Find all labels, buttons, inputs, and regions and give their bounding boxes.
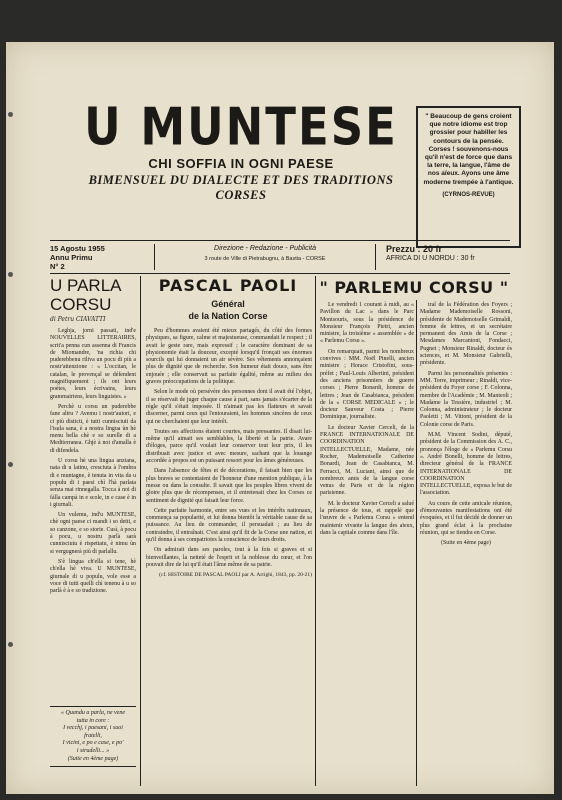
article1-paragraph: S'è lingua ch'ella si tene, hè ch'ella hè viva. U MUNTESE, giurnale di u populu, vole esse a voce di tutti quelli chì tenenu à u so parlà è à e so tradizione. xyxy=(50,558,136,595)
article1-paragraph: U corsu hè una lingua anziana, nata di u latinu, cresciuta à l'ombra di e muntagne, è tenuta in vita da u populu di i paesi chì l'hà parlata senza mai rinnegalla. Tocca à noi di fàlla campà in e scole, in e case è in i giurnali. xyxy=(50,458,136,508)
article2-body xyxy=(146,328,312,580)
article1-paragraph: Perchè u corsu un puderebbe fane altru ? Avemu i nostr'autori, e ci più disticti, è tutti cunnisciuti da l'isula sana, è a nostra lingua ùn hè menu bella chè e so surelle di a Mediterranea. Ghjè à noi d'amalla è di difendela. xyxy=(50,403,136,454)
article1-title: U PARLA CORSU xyxy=(50,276,121,314)
poem-line: fratelli, xyxy=(84,732,102,739)
newspaper-title: U MUNTESE xyxy=(84,95,398,157)
poem-box xyxy=(50,706,136,767)
article2-citation: (cf. HISTOIRE DE PASCAL PAOLI par A. Arrighi, 1843, pp. 20-21) xyxy=(159,572,312,579)
article3-body xyxy=(320,302,414,540)
binding-hole xyxy=(8,272,13,277)
quote-box xyxy=(416,106,521,248)
article2-paragraph: Peu d'hommes avaient été mieux partagés, du côté des formes physiques, sa figure, calme et majestueuse, commandait le respect ; il avait le geste rare, mais expressif ; le caractère dominant de sa physionomie était la douceur, excepté lorsqu'il fronçait ses énormes sourcils qui lui donnaient un air sévère. Ses vêtements annonçaient plus de dignité que de recherche. Son humeur était douce, sans être enjouée ; elle conservait sa parfaite égalité, même au milieu des graves préoccupations de la politique. xyxy=(146,328,312,386)
article3-paragraph: Le docteur Xavier Cerceli, de la FRANCE INTERNATIONALE DE COORDINATION INTELLECTUELLE, Madame, née Rocher, Mademoiselle Catherine Bonardi, Jean de Casabianca, M. Ferracci, M. Luciani, ainsi que de nombreux amis de la langue corse venus de Paris et de la région parisienne. xyxy=(320,424,414,497)
column-divider xyxy=(416,300,417,786)
price-africa: AFRICA DI U NORDU : 30 fr xyxy=(386,255,475,262)
quote-text: " Beaucoup de gens croient que notre idiome est trop grossier pour habiller les contours de la pensée. Corses ! souvenons-nous qu'il n'est de force que dans la terre, la langue, l'âme de nos aïeux. Ayons une âme moderne trempée à l'antique. xyxy=(423,113,514,186)
column-divider xyxy=(140,276,141,786)
poem-continued: (Suite en 4ème page) xyxy=(67,755,119,762)
article2-paragraph: Selon le mode où persévère des personnes dont il avait été l'objet, il se réservait de juger chaque cause à part, sans jamais s'écarter de la règle qu'il s'était imposée. Il n'aimait pas les flatteurs et savait discerner, parmi ceux qui l'entouraient, les hommes sincères de ceux qui ne cherchaient que leur intérêt. xyxy=(146,389,312,425)
article1-body xyxy=(50,328,136,598)
poem-line: « Quandu a parla, ne vene xyxy=(61,710,125,716)
article2-title: PASCAL PAOLI xyxy=(158,276,298,295)
article1-byline: di Petru CIAVATTI xyxy=(50,316,106,323)
article2-subtitle-line: Général xyxy=(211,299,245,309)
poem-line: i strudelli... » xyxy=(76,747,110,754)
issue-date: 15 Agostu 1955 xyxy=(50,244,105,253)
article1-paragraph: Un vulemu, ind'u MUNTESE, chè ogni paese ci mandi i so detti, e so canzone, e so storie. Cusì, à pocu à pocu, u nostru parlà sarà cunnisciutu è rispettatu, è nimu ùn si vergugnerà più di parlallu. xyxy=(50,512,136,555)
binding-hole xyxy=(8,462,13,467)
article1-paragraph: Leghja, jorni passati, ind'e NOUVELLES LITTERAIRES, scrit'a penna cun assenna di Francis de Miomandre, 'na richia chi puderebbenu riliva un pocu di più a nostr'attenzione : « L'occitan, le catalan, le provençal se défendent magnifiquement ; ils ont leurs poètes, leurs écrivains, leurs grammairiens, leurs linguistes. » xyxy=(50,328,136,400)
article3-paragraph: M. le docteur Xavier Cerceli a salué la présence de tous, et rappelé que l'œuvre de « Parlemu Corsu » entend maintenir vivante la langue des aïeux, dans la capitale comme dans l'île. xyxy=(320,500,414,536)
article3-continued: (Suite en 4ème page) xyxy=(441,540,491,547)
article3-paragraph: Parmi les personnalités présentes : MM. Torre, imprimeur ; Rinaldi, vice-président du Foyer corse ; F. Colonna, membre de l'Académie ; M. Manteoli ; Madame la Tessière, industriel ; M. Colonna, administrateur ; le docteur Paoletti ; M. Vittoni, président de la Colonie corse de Paris. xyxy=(420,370,512,428)
article3-paragraph: Au cours de cette amicale réunion, d'émouvantes manifestations ont été évoquées, et il fut décidé de donner un plus grand éclat à la prochaine réunion, qui se tiendra en Corse. xyxy=(420,500,512,536)
binding-hole xyxy=(8,642,13,647)
newspaper-page xyxy=(6,42,554,794)
article3-body-continued xyxy=(420,302,512,551)
price-info xyxy=(386,244,510,264)
issue-number: N° 2 xyxy=(50,262,65,271)
article2-subtitle xyxy=(144,298,312,322)
article2-paragraph: On admirait dans ses paroles, tout à la fois si graves et si bienveillantes, la netteté de l'esprit et la noblesse du cœur, et l'on pouvait dire de lui qu'il était l'âme même de sa patrie. xyxy=(146,547,312,568)
price-label: Prezzu : 20 fr xyxy=(386,244,443,254)
article3-paragraph: M.M. Vincent Sodini, député, président de la Commission des A. C., prononça l'éloge de « Parlemu Corsu ». André Bonelli, homme de lettres, directeur général de la FRANCE INTERNATIONALE DE COORDINATION INTELLECTUELLE, exposa le but de l'association. xyxy=(420,432,512,497)
article2-paragraph: Cette parfaite harmonie, entre ses vues et les intérêts nationaux, commença sa popularité, et lui donna bientôt la véritable cause de sa puissance. Au lieu de commander, il persuadait ; au lieu de contraindre, il entraînait. C'est ainsi qu'il fit de la Corse une nation, et qu'il donna à ses compatriotes la conscience de leurs droits. xyxy=(146,507,312,544)
issue-info-bar xyxy=(50,240,510,274)
column-divider xyxy=(315,276,316,786)
masthead xyxy=(76,95,406,203)
binding-hole xyxy=(8,112,13,117)
article2-paragraph: Toutes ses affections étaient courtes, mais pressantes. Il disait lui-même qu'il aimait ses semblables, la liberté et la patrie. Avare d'éloges, parce qu'il voulait leur conserver tout leur prix, il les distribuait avec justice et avec mesure, sachant que la louange accordée à propos est un puissant ressort pour les âmes généreuses. xyxy=(146,428,312,465)
article3-title: " PARLEMU CORSU " xyxy=(319,278,509,297)
article2-subtitle-line: de la Nation Corse xyxy=(188,311,268,321)
poem-line: tutta in core : xyxy=(76,717,110,724)
article3-paragraph: tral de la Fédération des Foyers ; Madame Mademoiselle Rossoni, présidente de Mademoiselle Grimaldi, femme de lettres, et un secrétaire permanent des Amis de la Corse ; Mesdames Marcantoni, Fondacci, Pugnet ; Monsieur Rinaldi, docteur ès sciences, et M. Monsieur Gabrielli, présidente. xyxy=(420,302,512,367)
poem-line: I vecchj, i paesani, i suoi xyxy=(63,725,123,732)
binding-holes xyxy=(8,42,14,794)
article3-paragraph: Le vendredi 1 courant à midi, au « Pavillon du Lac » dans le Parc Montsouris, sous la présidence de Monsieur François Pietri, ancien ministre, la troisième « assemblée » de « Parlemu Corsu ». xyxy=(320,302,414,345)
quote-source: (CYRNOS-REVUE) xyxy=(442,191,495,198)
issue-year: Annu Primu xyxy=(50,253,93,262)
poem-line: I vicini, e po e case, e po' xyxy=(62,740,124,747)
direction-address: 3 route de Ville di Pietrabugnu, à Bastia - CORSE xyxy=(204,256,326,262)
newspaper-tagline: BIMENSUEL DU DIALECTE ET DES TRADITIONS CORSES xyxy=(88,173,394,202)
article2-paragraph: Dans l'absence de fêtes et de décorations, il faisait bien que les plus braves se contentaient de l'honneur d'une mention publique, à la messe ou dans la consulte. Il savait que les peuples libres vivent de gloire plus que de récompenses, et il entretenait chez les Corses ce sentiment de dignité qui faisait leur force. xyxy=(146,468,312,504)
direction-title: Direzione - Redazione - Publicità xyxy=(214,245,316,252)
article3-paragraph: On remarquait, parmi les nombreux convives : MM. Noël Pinelli, ancien ministre ; Horace Cristofini, sous-préfet ; Paul-Louis Albertini, président des anciens prisonniers de guerre corses ; Pierre Bonardi, homme de lettres ; Jean de Casabianca, président de la « CORSE MEDICALE » ; le docteur Sauveur Costa ; Pierre Dominique, journaliste. xyxy=(320,348,414,421)
direction-info xyxy=(154,244,376,270)
newspaper-subtitle: CHI SOFFIA IN OGNI PAESE xyxy=(148,156,334,171)
issue-info xyxy=(50,244,140,271)
